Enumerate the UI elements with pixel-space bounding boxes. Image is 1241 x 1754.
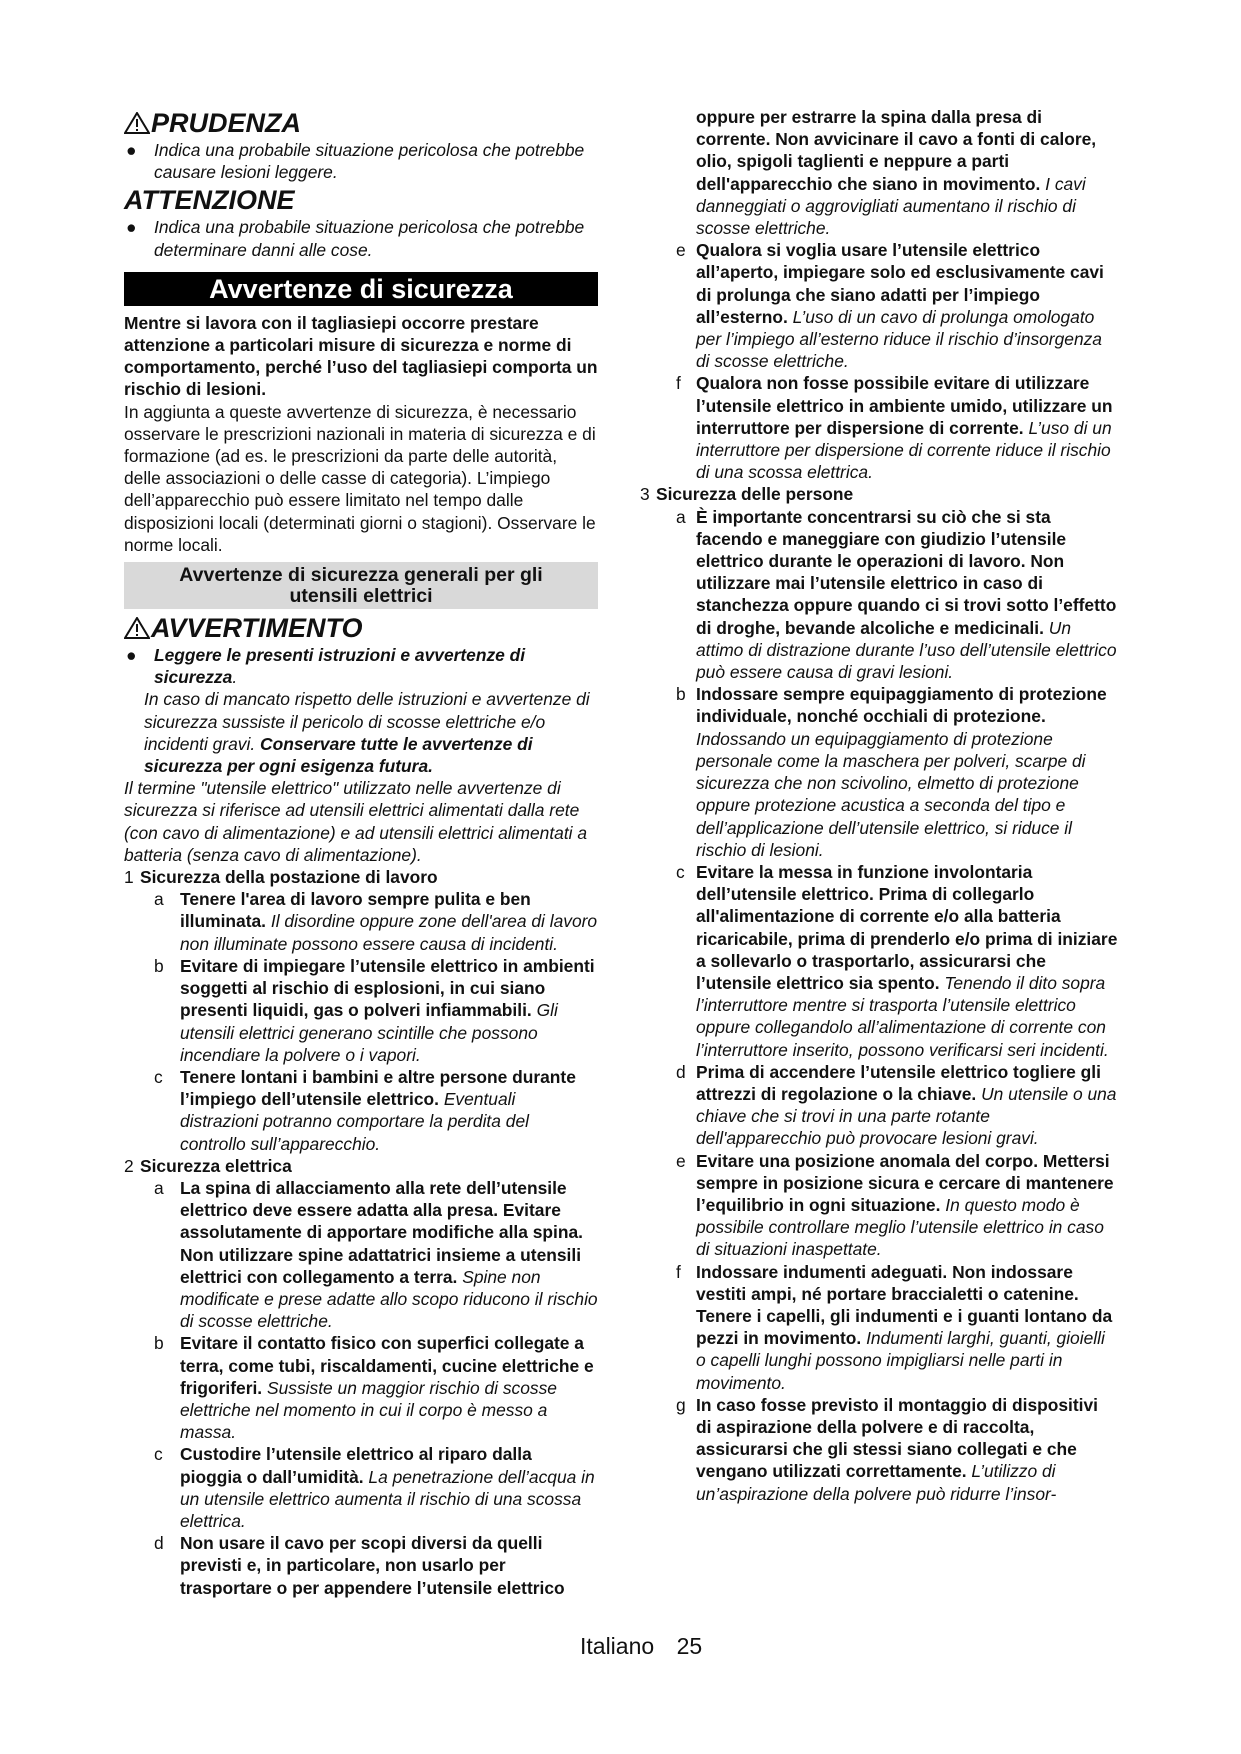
list-item: c Evitare la messa in funzione involontaria dell’utensile elettrico. Prima di collegarlo all'alimentazione di corrente e/o alla batteria ricaricabile, prima di prenderlo e/o prima di iniziare a sollevarlo o trasportarlo, assicurarsi che l’utensile elettrico sia spento. Tenendo il dito sopra l’interruttore mentre si trasporta l’utensile elettrico oppure collegandolo all’alimentazione di corrente con l’interruttore inserito, possono verificarsi seri incidenti. xyxy=(676,861,1118,1060)
page-footer xyxy=(580,1633,702,1660)
list-item: g In caso fosse previsto il montaggio di dispositivi di aspirazione della polvere e di raccolta, assicurarsi che gli stessi siano collegati e che vengano utilizzati correttamente. L’utilizzo di un’aspirazione della polvere può ridurre l’insor- xyxy=(676,1394,1098,1504)
list-item: b Evitare di impiegare l’utensile elettrico in ambienti soggetti al rischio di esplosioni, in cui siano presenti liquidi, gas o polveri infiammabili. Gli utensili elettrici generano scintille che possono incendiare la polvere o i vapori. xyxy=(154,955,595,1065)
list-item: e Qualora si voglia usare l’utensile elettrico all’aperto, impiegare solo ed esclusivamente cavi di prolunga che siano adatti per l’impiego all’esterno. L’uso di un cavo di prolunga omologato per l’impiego all’esterno riduce il rischio d’insorgenza di scosse elettriche. xyxy=(676,240,1104,372)
termine-paragraph: Il termine "utensile elettrico" utilizzato nelle avvertenze di sicurezza si riferisce ad utensili elettrici alimentati dalla rete (con cavo di alimentazione) e ad utensili elettrici alimentati a batteria (senza cavo di alimentazione). xyxy=(124,778,588,865)
bullet-dot: ● xyxy=(126,645,137,666)
prudenza-heading: PRUDENZA xyxy=(124,108,598,138)
list-item: a La spina di allacciamento alla rete dell’utensile elettrico deve essere adatta alla presa. Evitare assolutamente di apportare modifiche alla spina. Non utilizzare spine adattatrici insieme a utensili elettrici con collegamento a terra. Spine non modificate e prese adatte allo scopo riducono il rischio di scosse elettriche. xyxy=(154,1177,598,1332)
intro-bold-paragraph: Mentre si lavora con il tagliasiepi occorre prestare attenzione a particolari misure di sicurezza e norme di comportamento, perché l’uso del tagliasiepi comporta un rischio di lesioni. xyxy=(124,312,598,400)
list-item: d Non usare il cavo per scopi diversi da quelli previsti e, in particolare, non usarlo per trasportare o per appendere l’utensile elettrico xyxy=(154,1533,565,1598)
warning-triangle-icon xyxy=(124,112,150,134)
list-item: a Tenere l'area di lavoro sempre pulita e ben illuminata. Il disordine oppure zone dell'area di lavoro non illuminate possono essere causa di incidenti. xyxy=(154,889,598,954)
list-item: c Tenere lontani i bambini e altre persone durante l’impiego dell’utensile elettrico. Eventuali distrazioni potranno comportare la perdita del controllo sull’apparecchio. xyxy=(154,1066,576,1154)
intro-paragraph: In aggiunta a queste avvertenze di sicurezza, è necessario osservare le prescrizioni nazionali in materia di sicurezza e di formazione (ad es. le prescrizioni da parte delle autorità, delle associazioni o delle casse di categoria). L’impiego dell’apparecchio può essere limitato nel tempo dalle disposizioni locali (determinati giorni o stagioni). Osservare le norme locali. xyxy=(124,401,596,555)
warning-triangle-icon xyxy=(124,617,150,639)
list-item: a È importante concentrarsi su ciò che si sta facendo e maneggiare con giudizio l’utensile elettrico durante le operazioni di lavoro. Non utilizzare mai l’utensile elettrico in caso di stanchezza oppure quando ci si trovi sotto l’effetto di droghe, bevande alcoliche e medicinali. Un attimo di distrazione durante l’uso dell’utensile elettrico può essere causa di gravi lesioni. xyxy=(676,506,1117,683)
attenzione-bullet: ● Indica una probabile situazione pericolosa che potrebbe determinare danni alle cose. xyxy=(126,217,585,260)
list-item: c Custodire l’utensile elettrico al riparo dalla pioggia o dall’umidità. La penetrazione dell’acqua in un utensile elettrico aumenta il rischio di una scossa elettrica. xyxy=(154,1444,595,1531)
right-column xyxy=(640,106,1118,1505)
list-item: f Qualora non fosse possibile evitare di utilizzare l’utensile elettrico in ambiente umido, utilizzare un interruttore per dispersione di corrente. L’uso di un interruttore per dispersione di corrente riduce il rischio di una scossa elettrica. xyxy=(676,373,1113,483)
section-2-heading: 2 Sicurezza elettrica xyxy=(124,1155,292,1176)
avvertimento-bullet: ● Leggere le presenti istruzioni e avvertenze di sicurezza. xyxy=(126,645,526,688)
bullet-dot: ● xyxy=(126,140,137,160)
list-item: d Prima di accendere l’utensile elettrico togliere gli attrezzi di regolazione o la chiave. Un utensile o una chiave che si trovi in una parte rotante dell'apparecchio può provocare lesioni gravi. xyxy=(676,1061,1117,1149)
footer-language: Italiano xyxy=(580,1633,655,1659)
list-item: e Evitare una posizione anomala del corpo. Mettersi sempre in posizione sicura e cercare di mantenere l’equilibrio in ogni situazione. In questo modo è possibile controllare meglio l’utensile elettrico in caso di situazioni inaspettate. xyxy=(676,1150,1114,1260)
avvertimento-paragraph: In caso di mancato rispetto delle istruzioni e avvertenze di sicurezza sussiste il pericolo di scosse elettriche e/o incidenti gravi. Conservare tutte le avvertenze di sicurezza per ogni esigenza futura. xyxy=(144,689,590,777)
left-column xyxy=(124,106,598,1599)
list-item: b Indossare sempre equipaggiamento di protezione individuale, nonché occhiali di protezione. Indossando un equipaggiamento di protezione personale come la maschera per polveri, scarpe di sicurezza che non scivolino, elmetto di protezione oppure protezione acustica a seconda del tipo e dell’applicazione dell’utensile elettrico, si riduce il rischio di lesioni. xyxy=(676,684,1107,860)
section-title-bar: Avvertenze di sicurezza xyxy=(124,272,598,306)
list-item: f Indossare indumenti adeguati. Non indossare vestiti ampi, né portare braccialetti o catenine. Tenere i capelli, gli indumenti e i guanti lontano da pezzi in movimento. Indumenti larghi, guanti, gioielli o capelli lunghi possono impigliarsi nelle parti in movimento. xyxy=(676,1261,1113,1393)
list-item: b Evitare il contatto fisico con superfici collegate a terra, come tubi, riscaldamenti, cucine elettriche e frigoriferi. Sussiste un maggior rischio di scosse elettriche nel momento in cui il corpo è messo a massa. xyxy=(154,1333,594,1443)
section-1-heading: 1 Sicurezza della postazione di lavoro xyxy=(124,867,438,888)
list-item-continued: oppure per estrarre la spina dalla presa di corrente. Non avvicinare il cavo a fonti di calore, olio, spigoli taglienti e neppure a parti dell'apparecchio che siano in movimento. I cavi danneggiati o aggrovigliati aumentano il rischio di scosse elettriche. xyxy=(696,107,1097,239)
attenzione-heading: ATTENZIONE xyxy=(124,185,295,216)
avvertimento-heading: AVVERTIMENTO xyxy=(124,613,598,643)
prudenza-bullet: ● Indica una probabile situazione pericolosa che potrebbe causare lesioni leggere. xyxy=(126,140,585,183)
subsection-title-bar: Avvertenze di sicurezza generali per gli utensili elettrici xyxy=(124,562,598,609)
page-number: 25 xyxy=(676,1633,703,1659)
section-3-heading: 3 Sicurezza delle persone xyxy=(640,484,854,505)
bullet-dot: ● xyxy=(126,217,137,238)
